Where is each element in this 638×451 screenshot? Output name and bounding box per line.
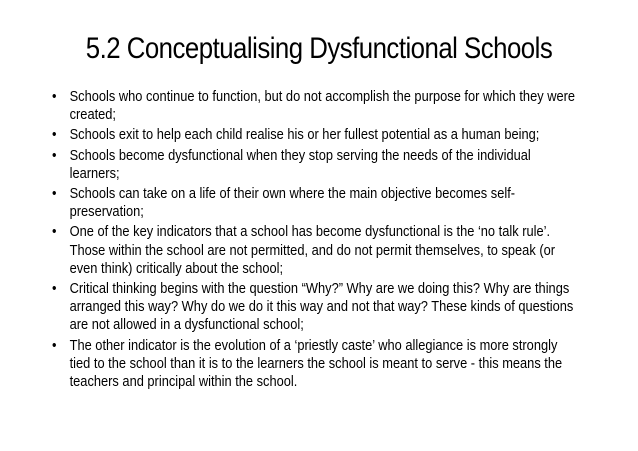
bullet-marker: • — [52, 186, 57, 203]
bullet-text: The other indicator is the evolution of a ‘priestly caste’ who allegiance is more strongly tied to the school than it is to the learners the school is meant to serve - this means the teachers and principal within the school. — [69, 337, 563, 391]
bullet-text: One of the key indicators that a school has become dysfunctional is the ‘no talk rule’. Those within the school are not permitted, and do not permit themselves, to speak (or even think) critically about the school; — [69, 224, 556, 277]
bullet-item-4 — [52, 185, 580, 221]
bullet-item-7 — [52, 337, 580, 392]
bullet-item-2 — [52, 126, 580, 144]
bullet-item-3 — [52, 147, 580, 183]
bullet-text: Schools who continue to function, but do not accomplish the purpose for which they were created; — [69, 89, 576, 124]
bullet-item-1 — [52, 88, 580, 124]
bullet-text: Critical thinking begins with the question “Why?” Why are we doing this? Why are things arranged this way? Why do we do it this way and not that way? These kinds of questions are not allowed in a dysfunctional school; — [69, 281, 574, 334]
bullet-marker: • — [52, 224, 57, 241]
bullet-marker: • — [52, 127, 57, 144]
bullet-item-5 — [52, 223, 580, 278]
bullet-text: Schools can take on a life of their own where the main objective becomes self-preservation; — [69, 186, 516, 221]
bullet-item-6 — [52, 280, 580, 335]
bullet-marker: • — [52, 147, 57, 164]
bullet-marker: • — [52, 281, 57, 298]
bullet-text: Schools become dysfunctional when they stop serving the needs of the individual learners; — [69, 147, 531, 182]
bullet-text: Schools exit to help each child realise his or her fullest potential as a human being; — [69, 127, 540, 144]
bullet-list — [52, 88, 580, 393]
bullet-marker: • — [52, 337, 57, 354]
bullet-marker: • — [52, 89, 57, 105]
slide-title: 5.2 Conceptualising Dysfunctional Schools — [85, 32, 553, 65]
